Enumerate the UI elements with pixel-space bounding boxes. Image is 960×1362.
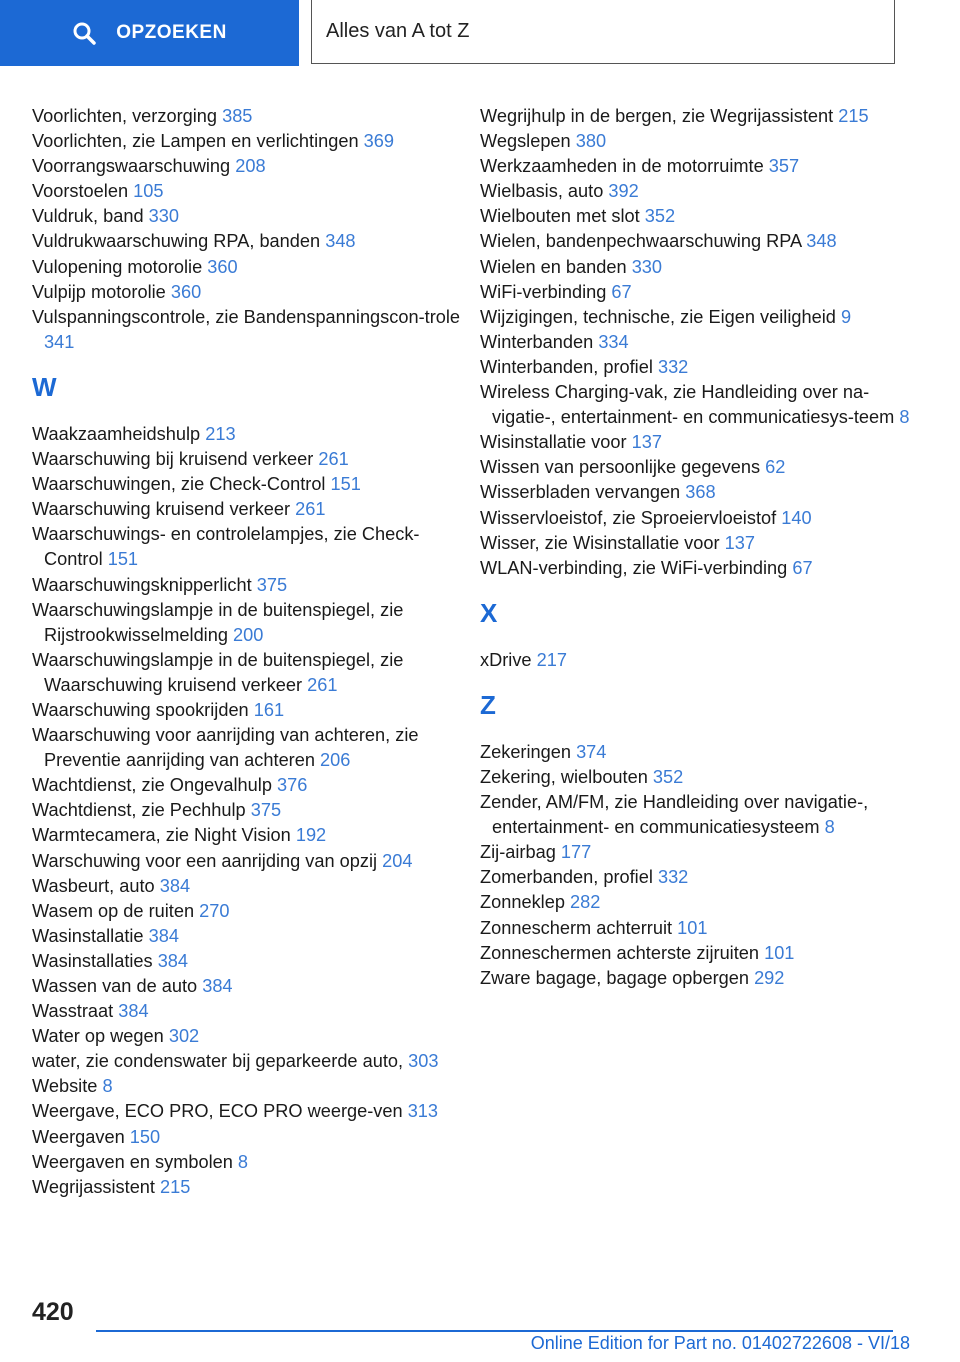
page-link[interactable]: 151 xyxy=(330,474,361,495)
index-entry-text: Wisser, zie Wisinstallatie voor xyxy=(480,532,720,553)
tab-label: Alles van A tot Z xyxy=(326,20,470,42)
page-link[interactable]: 105 xyxy=(133,181,164,202)
page-link[interactable]: 67 xyxy=(792,557,813,578)
page-link[interactable]: 8 xyxy=(102,1076,113,1097)
index-entry-text: Waarschuwing voor aanrijding van achteren, zie Preventie aanrijding van achteren xyxy=(32,725,419,771)
index-entry xyxy=(480,531,910,556)
page-link[interactable]: 282 xyxy=(570,892,601,913)
page-link[interactable]: 384 xyxy=(148,925,179,946)
index-column-right xyxy=(480,104,910,991)
search-button[interactable] xyxy=(0,0,299,66)
page-link[interactable]: 375 xyxy=(256,574,288,595)
index-entry-text: Zonneschermen achterste zijruiten xyxy=(480,942,760,963)
page-link[interactable]: 357 xyxy=(768,156,800,177)
page-link[interactable]: 217 xyxy=(536,649,567,670)
page-link[interactable]: 9 xyxy=(840,306,852,327)
index-entry xyxy=(32,204,462,229)
index-entry xyxy=(480,556,910,581)
page-link[interactable]: 392 xyxy=(608,181,639,202)
index-entry-text: Voorstoelen xyxy=(32,181,129,202)
page-link[interactable]: 341 xyxy=(44,331,75,352)
index-entry xyxy=(32,999,462,1024)
index-entry xyxy=(32,472,462,497)
page-link[interactable]: 208 xyxy=(235,156,266,177)
index-entry xyxy=(32,1074,462,1099)
index-entry-text: Warschuwing voor een aanrijding van opzij xyxy=(32,850,378,871)
index-entry-text: Wegrijhulp in de bergen, zie Wegrijassistent xyxy=(480,106,834,126)
index-entry xyxy=(32,899,462,924)
page-link[interactable]: 348 xyxy=(806,231,837,252)
page-link[interactable]: 368 xyxy=(685,482,716,503)
page-link[interactable]: 137 xyxy=(724,532,755,553)
index-entry-text: Wielen en banden xyxy=(480,256,627,277)
index-entry-text: Waarschuwingslampje in de buitenspiegel, zie Rijstrookwisselmelding xyxy=(32,599,404,645)
index-entry xyxy=(480,648,910,673)
page-link[interactable]: 360 xyxy=(207,256,238,277)
page-link[interactable]: 360 xyxy=(170,281,202,302)
page-link[interactable]: 101 xyxy=(677,917,708,938)
index-entry xyxy=(32,305,462,355)
page-link[interactable]: 150 xyxy=(129,1126,161,1147)
page-link[interactable]: 369 xyxy=(363,131,394,152)
index-entry-text: Wasinstallatie xyxy=(32,925,144,946)
index-entry-text: Wegrijassistent xyxy=(32,1176,155,1197)
header xyxy=(0,0,960,66)
page-link[interactable]: 140 xyxy=(781,507,812,528)
index-entry xyxy=(480,966,910,991)
page-link[interactable]: 374 xyxy=(576,741,607,762)
index-entry-text: Zender, AM/FM, zie Handleiding over navigatie-, entertainment- en communicatiesysteem xyxy=(480,792,869,838)
index-entry-text: Waarschuwing spookrijden xyxy=(32,699,249,720)
page-link[interactable]: 332 xyxy=(657,356,689,377)
page-link[interactable]: 67 xyxy=(611,281,632,302)
page-link[interactable]: 384 xyxy=(118,1001,149,1022)
index-entry-text: xDrive xyxy=(480,649,532,670)
page-link[interactable]: 270 xyxy=(199,900,230,921)
search-icon xyxy=(72,21,96,45)
index-entry-text: Weergave, ECO PRO, ECO PRO weerge-ven xyxy=(32,1101,403,1122)
index-entry-text: Wielbouten met slot xyxy=(480,206,640,227)
index-entry xyxy=(32,849,462,874)
index-entry xyxy=(32,798,462,823)
page-link[interactable]: 137 xyxy=(631,432,662,453)
page-link[interactable]: 384 xyxy=(157,950,189,971)
index-entry xyxy=(480,129,910,154)
index-entry xyxy=(480,229,910,254)
index-entry xyxy=(32,497,462,522)
index-entry-text: Werkzaamheden in de motorruimte xyxy=(480,156,764,177)
index-entry xyxy=(480,916,910,941)
index-entry xyxy=(480,204,910,229)
page-link[interactable]: 352 xyxy=(652,766,684,787)
index-entry-text: Wijzigingen, technische, zie Eigen veiligheid xyxy=(480,306,836,327)
index-entry xyxy=(480,840,910,865)
page-link[interactable]: 303 xyxy=(408,1051,439,1072)
page-link[interactable]: 384 xyxy=(202,976,233,996)
index-entry xyxy=(32,573,462,598)
index-entry xyxy=(480,330,910,355)
index-entry-text: Vuldrukwaarschuwing RPA, banden xyxy=(32,231,321,252)
footer-divider xyxy=(96,1330,893,1332)
index-entry-text: Weergaven en symbolen xyxy=(32,1151,233,1172)
index-entry-text: Wachtdienst, zie Pechhulp xyxy=(32,800,246,821)
index-entry-text: Wasinstallaties xyxy=(32,950,153,971)
page-link[interactable]: 330 xyxy=(631,256,663,277)
page-link[interactable]: 385 xyxy=(222,106,253,126)
index-entry-text: Wasem op de ruiten xyxy=(32,900,195,921)
index-entry-text: Voorrangswaarschuwing xyxy=(32,156,231,177)
index-entry-text: Wielen, bandenpechwaarschuwing RPA xyxy=(480,231,802,252)
page-link[interactable]: 348 xyxy=(325,231,356,252)
page-link[interactable]: 313 xyxy=(407,1101,439,1122)
index-entry-text: Vulopening motorolie xyxy=(32,256,203,277)
index-entry-text: Wisservloeistof, zie Sproeiervloeistof xyxy=(480,507,777,528)
index-entry-text: Vulpijp motorolie xyxy=(32,281,166,302)
section-letter: Z xyxy=(480,689,496,720)
section-letter: W xyxy=(32,371,57,402)
page-link[interactable]: 177 xyxy=(560,842,592,863)
index-entry xyxy=(32,1150,462,1175)
index-entry-text: Zekeringen xyxy=(480,741,571,762)
index-entry-text: Waarschuwingsknipperlicht xyxy=(32,574,252,595)
page-link[interactable]: 292 xyxy=(754,967,785,988)
index-entry-text: water, zie condenswater bij geparkeerde auto, xyxy=(32,1051,404,1072)
index-entry xyxy=(32,1175,462,1200)
index-entry-text: Winterbanden, profiel xyxy=(480,356,653,377)
index-entry-text: WiFi-verbinding xyxy=(480,281,607,302)
index-entry-text: Warmtecamera, zie Night Vision xyxy=(32,825,291,846)
section-letter: X xyxy=(480,597,498,628)
index-entry xyxy=(32,1049,462,1074)
page-link[interactable]: 261 xyxy=(318,449,349,470)
page-link[interactable]: 332 xyxy=(657,867,689,888)
page-number: 420 xyxy=(32,1298,74,1326)
index-entry xyxy=(480,104,910,129)
index-entry xyxy=(480,255,910,280)
page-link[interactable]: 206 xyxy=(320,750,351,771)
index-entry-text: Zonnescherm achterruit xyxy=(480,917,673,938)
page-link[interactable]: 8 xyxy=(237,1151,249,1172)
page-link[interactable]: 334 xyxy=(598,331,629,352)
index-entry-text: Wisserbladen vervangen xyxy=(480,482,681,503)
index-entry-text: Wassen van de auto xyxy=(32,976,198,996)
index-entry xyxy=(480,154,910,179)
index-entry xyxy=(480,480,910,505)
index-entry xyxy=(32,422,462,447)
page-link[interactable]: 213 xyxy=(205,423,236,444)
index-entry xyxy=(32,773,462,798)
page-link[interactable]: 204 xyxy=(382,850,413,871)
tab-a-to-z[interactable] xyxy=(311,0,895,64)
page-link[interactable]: 151 xyxy=(107,549,139,570)
index-entry xyxy=(480,506,910,531)
index-entry-text: Water op wegen xyxy=(32,1026,164,1047)
index-entry-text: Wasbeurt, auto xyxy=(32,875,155,896)
index-entry xyxy=(480,355,910,380)
index-entry xyxy=(32,447,462,472)
page-link[interactable]: 302 xyxy=(168,1026,200,1047)
index-entry xyxy=(32,154,462,179)
index-entry-text: Zonneklep xyxy=(480,892,565,913)
index-entry xyxy=(32,698,462,723)
page-link[interactable]: 375 xyxy=(250,800,282,821)
index-entry xyxy=(32,1024,462,1049)
index-entry-text: Wisinstallatie voor xyxy=(480,432,627,453)
index-entry xyxy=(32,974,462,999)
index-entry-text: Website xyxy=(32,1076,98,1097)
index-entry xyxy=(480,765,910,790)
page-link[interactable]: 380 xyxy=(575,131,607,152)
index-entry-text: Zij-airbag xyxy=(480,842,556,863)
index-entry-text: Wissen van persoonlijke gegevens xyxy=(480,457,761,478)
index-entry xyxy=(32,522,462,572)
index-entry xyxy=(32,1125,462,1150)
index-entry-text: Vuldruk, band xyxy=(32,206,144,227)
page-link[interactable]: 330 xyxy=(148,206,179,227)
page-link[interactable]: 8 xyxy=(899,407,910,428)
index-entry xyxy=(480,790,910,840)
index-entry xyxy=(480,380,910,430)
index-entry xyxy=(480,280,910,305)
page-link[interactable]: 384 xyxy=(159,875,191,896)
index-entry-text: Wireless Charging-vak, zie Handleiding over na-vigatie-, entertainment- en communicatiesys-teem xyxy=(480,382,895,428)
index-entry xyxy=(32,280,462,305)
page-link[interactable]: 215 xyxy=(838,106,869,126)
page-link[interactable]: 62 xyxy=(765,457,786,478)
index-entry-text: Zomerbanden, profiel xyxy=(480,867,653,888)
page-link[interactable]: 200 xyxy=(233,624,264,645)
index-entry xyxy=(480,890,910,915)
index-entry xyxy=(32,823,462,848)
index-entry-text: Zekering, wielbouten xyxy=(480,766,648,787)
index-entry xyxy=(32,598,462,648)
footer-edition: Online Edition for Part no. 01402722608 - VI/18 xyxy=(530,1333,910,1353)
index-entry xyxy=(32,924,462,949)
index-entry-text: Waarschuwing kruisend verkeer xyxy=(32,499,291,520)
index-entry xyxy=(32,104,462,129)
index-entry-text: Waarschuwingslampje in de buitenspiegel, zie Waarschuwing kruisend verkeer xyxy=(32,649,404,695)
index-entry xyxy=(480,740,910,765)
index-entry xyxy=(32,874,462,899)
index-entry xyxy=(32,648,462,698)
index-entry-text: Waarschuwings- en controlelampjes, zie Check-Control xyxy=(32,524,420,570)
page-link[interactable]: 8 xyxy=(824,817,835,838)
index-entry xyxy=(32,255,462,280)
index-entry-text: Winterbanden xyxy=(480,331,594,352)
page-link[interactable]: 376 xyxy=(277,775,308,796)
page-link[interactable]: 261 xyxy=(295,499,326,520)
index-entry-text: Voorlichten, zie Lampen en verlichtingen xyxy=(32,131,359,152)
index-entry-text: Zware bagage, bagage opbergen xyxy=(480,967,749,988)
index-entry-text: Wasstraat xyxy=(32,1001,114,1022)
search-button-label: OPZOEKEN xyxy=(116,22,227,43)
index-entry xyxy=(480,941,910,966)
index-entry xyxy=(32,1099,462,1124)
index-entry xyxy=(32,129,462,154)
index-entry-text: WLAN-verbinding, zie WiFi-verbinding xyxy=(480,557,788,578)
index-entry-text: Wielbasis, auto xyxy=(480,181,604,202)
index-entry xyxy=(32,229,462,254)
index-entry xyxy=(480,430,910,455)
index-entry xyxy=(480,179,910,204)
index-column-left xyxy=(32,104,462,1200)
index-entry-text: Waarschuwing bij kruisend verkeer xyxy=(32,449,314,470)
index-entry-text: Waakzaamheidshulp xyxy=(32,423,201,444)
page-link[interactable]: 101 xyxy=(764,942,795,963)
page-link[interactable]: 161 xyxy=(253,699,285,720)
index-entry xyxy=(32,179,462,204)
index-entry xyxy=(480,455,910,480)
index-entry xyxy=(480,305,910,330)
index-entry-text: Wachtdienst, zie Ongevalhulp xyxy=(32,775,272,796)
index-entry xyxy=(32,949,462,974)
index-entry-text: Weergaven xyxy=(32,1126,125,1147)
page-link[interactable]: 352 xyxy=(644,206,676,227)
index-entry-text: Voorlichten, verzorging xyxy=(32,106,218,126)
page-link[interactable]: 192 xyxy=(295,825,327,846)
page-link[interactable]: 215 xyxy=(160,1176,191,1197)
index-entry-text: Vulspanningscontrole, zie Bandenspanningscon-trole xyxy=(32,306,461,327)
index-entry-text: Waarschuwingen, zie Check-Control xyxy=(32,474,326,495)
index-entry xyxy=(32,723,462,773)
page-link[interactable]: 261 xyxy=(307,674,338,695)
index-entry-text: Wegslepen xyxy=(480,131,571,152)
index-entry xyxy=(480,865,910,890)
